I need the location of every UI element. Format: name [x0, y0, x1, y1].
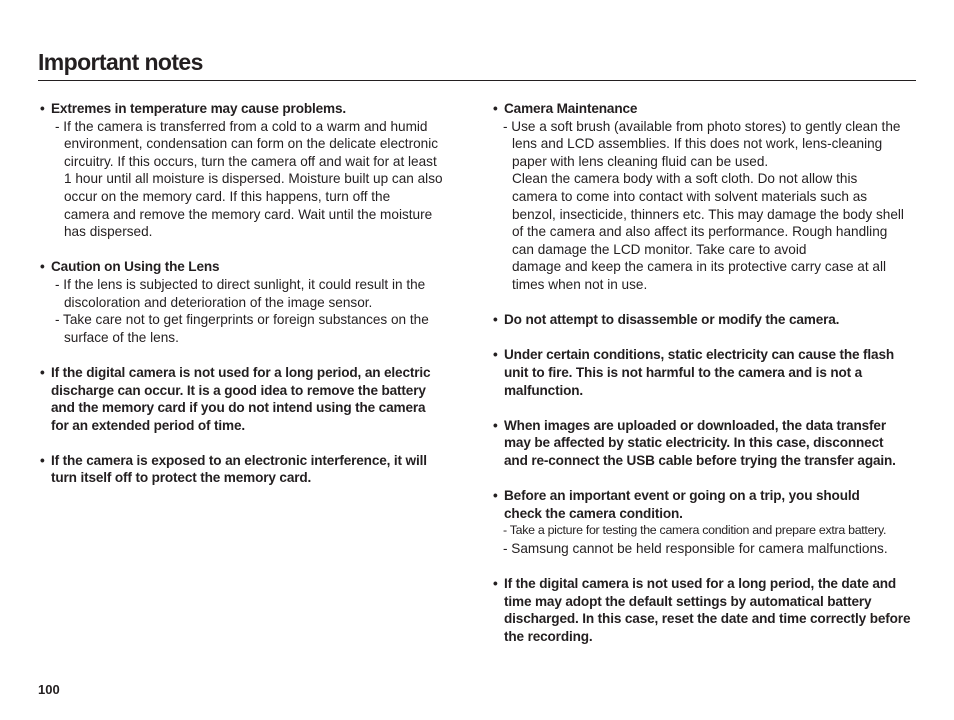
maintenance-line: - Use a soft brush (available from photo stores) to gently clean the	[503, 118, 901, 134]
maintenance-heading: Camera Maintenance	[504, 101, 638, 116]
bullet-icon: •	[493, 488, 498, 504]
upload-line: and re-connect the USB cable before trying the transfer again.	[504, 452, 896, 468]
temperature-heading: Extremes in temperature may cause problems.	[51, 101, 347, 116]
spacer	[491, 399, 921, 417]
trip-sub-line: - Take a picture for testing the camera condition and prepare extra battery.	[503, 523, 887, 538]
maintenance-line: of the camera and also affect its performance. Rough handling	[512, 224, 888, 240]
maintenance-line: lens and LCD assemblies. If this does not work, lens-cleaning	[512, 136, 883, 152]
upload-note	[491, 417, 921, 470]
static-flash-line: malfunction.	[504, 382, 584, 398]
date-note	[491, 575, 921, 645]
lens-line: discoloration and deterioration of the image sensor.	[64, 294, 373, 310]
date-line: time may adopt the default settings by automatical battery	[504, 593, 872, 609]
long-period-line: If the digital camera is not used for a long period, an electric	[51, 364, 431, 380]
maintenance-line: Clean the camera body with a soft cloth. Do not allow this	[512, 171, 858, 187]
maintenance-note	[491, 100, 921, 294]
maintenance-line: paper with lens cleaning fluid can be used.	[512, 153, 769, 169]
spacer	[491, 329, 921, 347]
temperature-line: circuitry. If this occurs, turn the camera off and wait for at least	[64, 153, 437, 169]
static-flash-line: unit to fire. This is not harmful to the camera and is not a	[504, 364, 863, 380]
maintenance-line: times when not in use.	[512, 276, 648, 292]
long-period-line: and the memory card if you do not intend using the camera	[51, 400, 426, 416]
upload-line: When images are uploaded or downloaded, the data transfer	[504, 417, 886, 433]
spacer	[491, 557, 921, 575]
page-number: 100	[38, 682, 60, 697]
bullet-icon: •	[493, 101, 498, 116]
date-line: If the digital camera is not used for a long period, the date and	[504, 576, 897, 592]
long-period-note	[38, 364, 458, 434]
maintenance-line: can damage the LCD monitor. Take care to avoid	[512, 241, 807, 257]
trip-note	[491, 487, 921, 557]
static-flash-line: Under certain conditions, static electricity can cause the flash	[504, 347, 895, 363]
trip-line: check the camera condition.	[504, 505, 683, 521]
date-line: discharged. In this case, reset the date and time correctly before	[504, 611, 911, 627]
temperature-line: camera and remove the memory card. Wait until the moisture	[64, 206, 433, 222]
static-flash-note	[491, 346, 921, 399]
temperature-line: environment, condensation can form on the delicate electronic	[64, 136, 439, 152]
spacer	[491, 469, 921, 487]
disassemble-note	[491, 311, 921, 329]
disassemble-line: Do not attempt to disassemble or modify the camera.	[504, 312, 840, 328]
temperature-line: occur on the memory card. If this happens, turn off the	[64, 188, 391, 204]
spacer	[491, 294, 921, 312]
left-column	[38, 100, 458, 487]
bullet-icon: •	[40, 364, 45, 380]
temperature-line: 1 hour until all moisture is dispersed. Moisture built up can also	[64, 171, 443, 187]
page-title: Important notes	[38, 49, 203, 75]
interference-line: If the camera is exposed to an electronic interference, it will	[51, 452, 427, 468]
bullet-icon: •	[493, 347, 498, 363]
lens-line: - If the lens is subjected to direct sunlight, it could result in the	[55, 276, 426, 292]
bullet-icon: •	[493, 312, 498, 328]
lens-heading: Caution on Using the Lens	[51, 259, 220, 275]
trip-line: Before an important event or going on a trip, you should	[504, 488, 860, 504]
title-rule	[38, 80, 916, 81]
spacer	[38, 241, 458, 259]
bullet-icon: •	[493, 576, 498, 592]
bullet-icon: •	[40, 452, 45, 468]
maintenance-line: camera to come into contact with solvent materials such as	[512, 188, 868, 204]
spacer	[38, 346, 458, 364]
trip-sub-line: - Samsung cannot be held responsible for camera malfunctions.	[503, 540, 888, 556]
interference-note	[38, 452, 458, 487]
maintenance-line: benzol, insecticide, thinners etc. This may damage the body shell	[512, 206, 904, 222]
lens-note	[38, 258, 458, 346]
lens-line: - Take care not to get fingerprints or foreign substances on the	[55, 312, 429, 328]
long-period-line: for an extended period of time.	[51, 417, 245, 433]
spacer	[38, 434, 458, 452]
bullet-icon: •	[40, 101, 45, 116]
upload-line: may be affected by static electricity. In this case, disconnect	[504, 435, 884, 451]
interference-line: turn itself off to protect the memory card.	[51, 470, 312, 486]
date-line: the recording.	[504, 628, 593, 644]
bullet-icon: •	[493, 417, 498, 433]
lens-line: surface of the lens.	[64, 329, 179, 345]
right-column	[491, 100, 921, 645]
temperature-line: has dispersed.	[64, 224, 153, 240]
temperature-line: - If the camera is transferred from a cold to a warm and humid	[55, 118, 428, 134]
maintenance-line: damage and keep the camera in its protective carry case at all	[512, 259, 887, 275]
temperature-note	[38, 100, 458, 241]
bullet-icon: •	[40, 259, 45, 275]
long-period-line: discharge can occur. It is a good idea to remove the battery	[51, 382, 426, 398]
